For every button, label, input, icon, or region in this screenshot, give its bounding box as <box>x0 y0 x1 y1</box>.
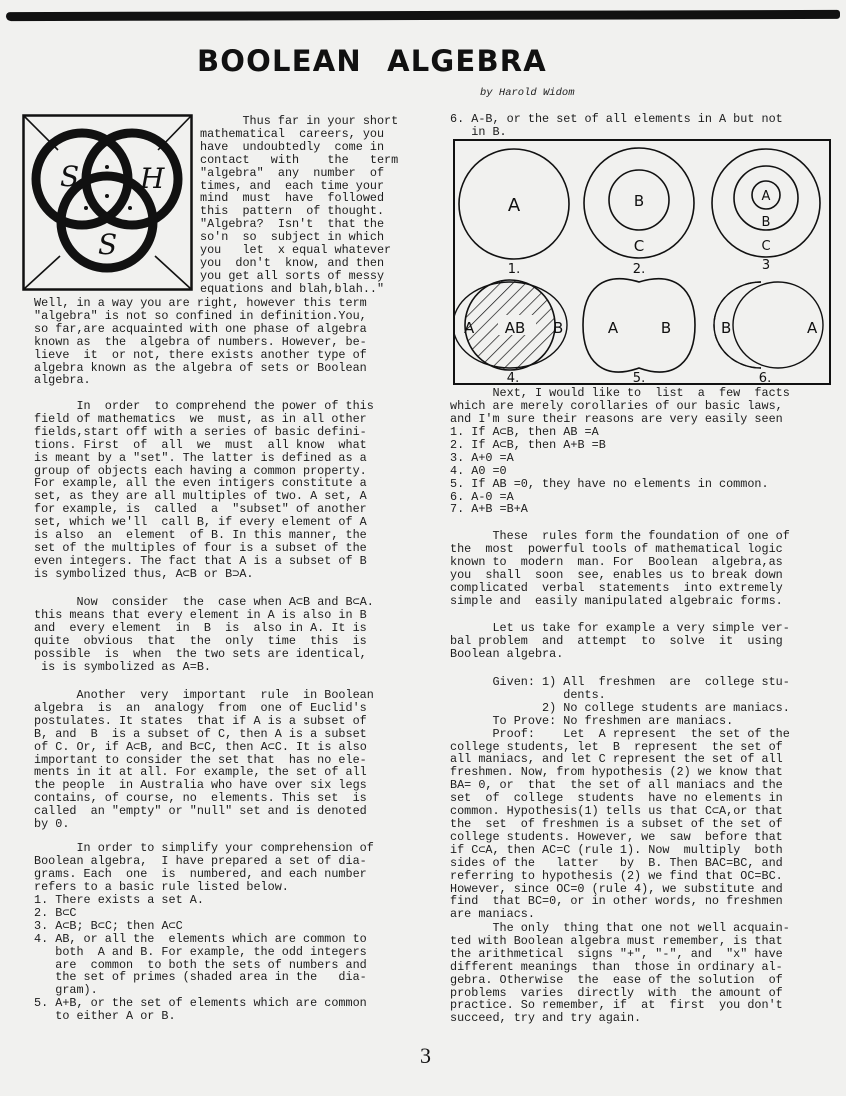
text-line: fields,start off with a series of basic defini- <box>34 424 367 439</box>
text-line: different meanings than those in ordinary al- <box>450 959 783 974</box>
text-line: you get all sorts of messy <box>200 268 385 283</box>
text-line: To Prove: No freshmen are maniacs. <box>450 713 734 728</box>
transitive-paragraph <box>34 689 374 831</box>
text-line: college students. However, we saw before that <box>450 829 783 844</box>
text-line: ted with Boolean algebra must remember, is that <box>450 933 783 948</box>
text-line: dents. <box>450 687 606 702</box>
text-line: complicated verbal statements into extremely <box>450 580 783 595</box>
text-line: 6. A-0 =A <box>450 489 514 504</box>
diagram-2-label-c: C <box>633 237 645 255</box>
text-line: 4. AB, or all the elements which are common to <box>34 931 367 946</box>
text-line: of C. Or, if A⊂B, and B⊂C, then A⊂C. It is also <box>34 739 367 754</box>
corollaries-intro <box>450 387 790 426</box>
diagram-1 <box>459 149 569 277</box>
text-line: Proof: Let A represent the set of the <box>450 726 790 741</box>
text-line: gebra. Otherwise the ease of the solution of <box>450 972 783 987</box>
emblem-corner-line <box>155 256 191 289</box>
text-line: 2. If A⊂B, then A+B =B <box>450 437 606 452</box>
text-line: 3. A+0 =A <box>450 450 514 465</box>
text-line: called an "empty" or "null" set and is denoted <box>34 804 367 819</box>
text-line: lieve it or not, there exists another type of <box>34 347 367 362</box>
text-line: algebra known as the algebra of sets or Boolean <box>34 360 367 375</box>
text-line: Boolean algebra, I have prepared a set of dia- <box>34 853 367 868</box>
text-line: the people in Australia who have over six legs <box>34 778 367 793</box>
text-line: grams. Each one is numbered, and each number <box>34 866 367 881</box>
diagrams-intro-paragraph <box>34 842 374 894</box>
proof-section <box>450 676 790 921</box>
text-line: common. Hypothesis(1) tells us that C⊂A,or that <box>450 804 783 819</box>
text-line: 1. If A⊂B, then AB =A <box>450 425 599 439</box>
text-line: quite obvious that the only time this is <box>34 633 367 648</box>
diagram-3-label-a: A <box>761 189 771 204</box>
text-line: refers to a basic rule listed below. <box>34 879 289 894</box>
text-line: find that BC=0, or in other words, no freshmen <box>450 894 783 909</box>
intro-paragraph-wrapped <box>200 115 398 296</box>
text-line: problems varies directly with the amount of <box>450 985 783 1000</box>
text-line: set of college students have no elements in <box>450 791 783 806</box>
text-line: to either A or B. <box>34 1009 176 1024</box>
text-line: BA= 0, or that the set of all maniacs and the <box>450 778 783 793</box>
emblem-dot <box>84 206 88 210</box>
text-line: 1. There exists a set A. <box>34 893 204 907</box>
diagram-3-label-c: C <box>761 239 771 254</box>
text-line: and I'm sure their reasons are very easily seen <box>450 411 783 426</box>
text-line: postulates. It states that if A is a subset of <box>34 713 367 728</box>
text-line: In order to simplify your comprehension of <box>34 841 374 855</box>
conclusion-paragraph <box>450 922 790 1025</box>
text-line: These rules form the foundation of one of <box>450 529 790 543</box>
text-line: so'n so subject in which <box>200 230 385 245</box>
diagram-4-label-ab: AB <box>504 319 526 337</box>
venn-diagrams-panel <box>453 139 831 385</box>
diagram-5-label-a: A <box>607 319 619 337</box>
equality-paragraph <box>34 596 374 673</box>
text-line: have undoubtedly come in <box>200 139 385 154</box>
text-line: the set of freshmen is a subset of the set of <box>450 816 783 831</box>
text-line: algebra. <box>34 373 91 388</box>
emblem-logo <box>22 114 193 291</box>
text-line: is also an element of B. In this manner, the <box>34 528 367 543</box>
diagram-4-label-a: A <box>464 319 475 337</box>
text-line: Next, I would like to list a few facts <box>450 386 790 400</box>
text-line: 6. A-B, or the set of all elements in A but not <box>450 112 783 126</box>
article-title: BOOLEAN ALGEBRA <box>197 44 547 78</box>
text-line: "Algebra? Isn't that the <box>200 217 385 232</box>
text-line: 4. A0 =0 <box>450 463 507 478</box>
text-line: group of objects each having a common property. <box>34 463 367 478</box>
text-line: and every element in B is also in A. It is <box>34 620 367 635</box>
diagram-5-number: 5. <box>632 371 646 385</box>
text-line: mathematical careers, you <box>200 126 385 141</box>
text-line: 2) No college students are maniacs. <box>450 700 790 715</box>
text-line: Given: 1) All freshmen are college stu- <box>450 675 790 689</box>
diagram-2-label-b: B <box>633 192 645 210</box>
text-line: both A and B. For example, the odd integers <box>34 944 367 959</box>
page-number: 3 <box>420 1043 431 1068</box>
text-line: you let x equal whatever <box>200 243 392 258</box>
corollaries-list <box>450 426 769 516</box>
diagram-5 <box>583 279 695 385</box>
text-line: the set of primes (shaded area in the dia- <box>34 970 367 985</box>
emblem-letter-s-bottom: S <box>98 228 118 261</box>
text-line: freshmen. Now, from hypothesis (2) we know that <box>450 765 783 780</box>
text-line: all maniacs, and let C represent the set of all <box>450 752 783 767</box>
diagram-3-label-b: B <box>761 215 771 230</box>
emblem-corner-line <box>24 256 60 289</box>
text-line: which are merely corollaries of our basic laws, <box>450 398 783 413</box>
text-line: The only thing that one not well acquain- <box>450 921 790 935</box>
text-line: the arithmetical signs "+", "-", and "x" have <box>450 946 783 961</box>
text-line: B, and B is a subset of C, then A is a subset <box>34 726 367 741</box>
text-line: set, as they are all multiples of two. A set, A <box>34 489 367 504</box>
diagram-4 <box>453 280 567 385</box>
text-line: for example, is called a "subset" of another <box>34 502 367 517</box>
text-line: Let us take for example a very simple ver- <box>450 621 790 635</box>
text-line: possible is when the two sets are identical, <box>34 646 367 661</box>
text-line: 7. A+B =B+A <box>450 502 528 517</box>
text-line: college students, let B represent the set of <box>450 739 783 754</box>
text-line: Now consider the case when A⊂B and B⊂A. <box>34 595 374 609</box>
text-line: you shall soon see, enables us to break down <box>450 567 783 582</box>
diagram-2-number: 2. <box>632 262 646 277</box>
definitions-paragraph <box>34 400 374 581</box>
text-line: However, since OC=0 (rule 4), we substitute and <box>450 881 783 896</box>
text-line: you don't know, and then <box>200 255 385 270</box>
diagram-3 <box>712 149 820 273</box>
diagram-6-label-b: B <box>721 319 732 337</box>
text-line: 3. A⊂B; B⊂C; then A⊂C <box>34 918 183 933</box>
text-line: Another very important rule in Boolean <box>34 688 374 702</box>
text-line: is symbolized thus, A⊂B or B⊃A. <box>34 566 254 581</box>
text-line: "algebra" is not so confined in definition.You, <box>34 308 367 323</box>
text-line: set of the multiples of four is a subset of the <box>34 540 367 555</box>
text-line: are maniacs. <box>450 907 535 922</box>
text-line: sides of the latter by B. Then BAC=BC, and <box>450 855 783 870</box>
text-line: so far,are acquainted with one phase of algebra <box>34 321 367 336</box>
text-line: known as the algebra of numbers. However, be- <box>34 334 367 349</box>
text-line: equations and blah,blah.." <box>200 281 385 296</box>
text-line: Boolean algebra. <box>450 646 564 661</box>
rule-6 <box>450 113 783 139</box>
emblem-dot <box>128 206 132 210</box>
diagram-5-label-b: B <box>660 319 672 337</box>
text-line: "algebra" any number of <box>200 165 385 180</box>
basic-rules-list <box>34 894 367 1023</box>
text-line: bal problem and attempt to solve it using <box>450 633 783 648</box>
emblem-letter-s-left: S <box>60 160 80 193</box>
text-line: practice. So remember, if at first you don't <box>450 998 783 1013</box>
text-line: contains, of course, no elements. This set is <box>34 791 367 806</box>
diagram-6-number: 6. <box>758 371 772 385</box>
text-line: important to consider the set that has no ele- <box>34 752 367 767</box>
text-line: the most powerful tools of mathematical logic <box>450 541 783 556</box>
article-byline: by Harold Widom <box>480 87 575 99</box>
intro-paragraph <box>34 297 367 387</box>
text-line: if C⊂A, then AC=C (rule 1). Now multiply both <box>450 842 783 857</box>
foundation-paragraph <box>450 530 790 607</box>
diagram-2 <box>584 148 694 277</box>
example-paragraph <box>450 622 790 661</box>
text-line: succeed, try and try again. <box>450 1011 642 1026</box>
text-line: is meant by a "set". The latter is defined as a <box>34 450 367 465</box>
diagram-1-label-a: A <box>507 195 521 216</box>
text-line: gram). <box>34 983 98 998</box>
text-line: In order to comprehend the power of this <box>34 399 374 413</box>
text-line: in B. <box>450 124 507 139</box>
header-rule <box>6 10 840 21</box>
text-line: even integers. The fact that A is a subset of B <box>34 553 367 568</box>
text-line: set, which we'll call B, if every element of A <box>34 515 367 530</box>
diagram-1-number: 1. <box>507 262 521 277</box>
text-line: by 0. <box>34 817 70 832</box>
text-line: Well, in a way you are right, however this term <box>34 296 367 310</box>
diagram-4-label-b: B <box>553 319 564 337</box>
text-line: contact with the term <box>200 152 399 167</box>
text-line: 5. A+B, or the set of elements which are common <box>34 996 367 1011</box>
text-line: tions. First of all we must all know what <box>34 437 367 452</box>
text-line: referring to hypothesis (2) we find that OC=BC. <box>450 868 783 883</box>
text-line: ments in it at all. For example, the set of all <box>34 765 367 780</box>
text-line: Thus far in your short <box>200 114 399 128</box>
text-line: field of mathematics we must, as in all other <box>34 411 367 426</box>
text-line: is is symbolized as A=B. <box>34 659 211 674</box>
emblem-letter-h: H <box>140 162 165 195</box>
text-line: algebra is an analogy from one of Euclid's <box>34 700 367 715</box>
text-line: known to modern man. For Boolean algebra,as <box>450 554 783 569</box>
text-line: 2. B⊂C <box>34 905 77 920</box>
diagram-4-number: 4. <box>506 371 520 385</box>
text-line: this means that every element in A is also in B <box>34 607 367 622</box>
emblem-dot <box>105 194 109 198</box>
text-line: mind must have followed <box>200 191 385 206</box>
diagram-3-number: 3 <box>761 258 771 273</box>
text-line: 5. If AB =0, they have no elements in common. <box>450 476 769 491</box>
emblem-dot <box>105 165 109 169</box>
text-line: For example, all the even intigers constitute a <box>34 476 367 491</box>
text-line: are common to both the sets of numbers and <box>34 957 367 972</box>
diagram-6-label-a: A <box>807 319 818 337</box>
text-line: simple and easily manipulated algebraic forms. <box>450 593 783 608</box>
diagram-6 <box>714 282 823 385</box>
text-line: this pattern of thought. <box>200 204 385 219</box>
text-line: times, and each time your <box>200 178 385 193</box>
